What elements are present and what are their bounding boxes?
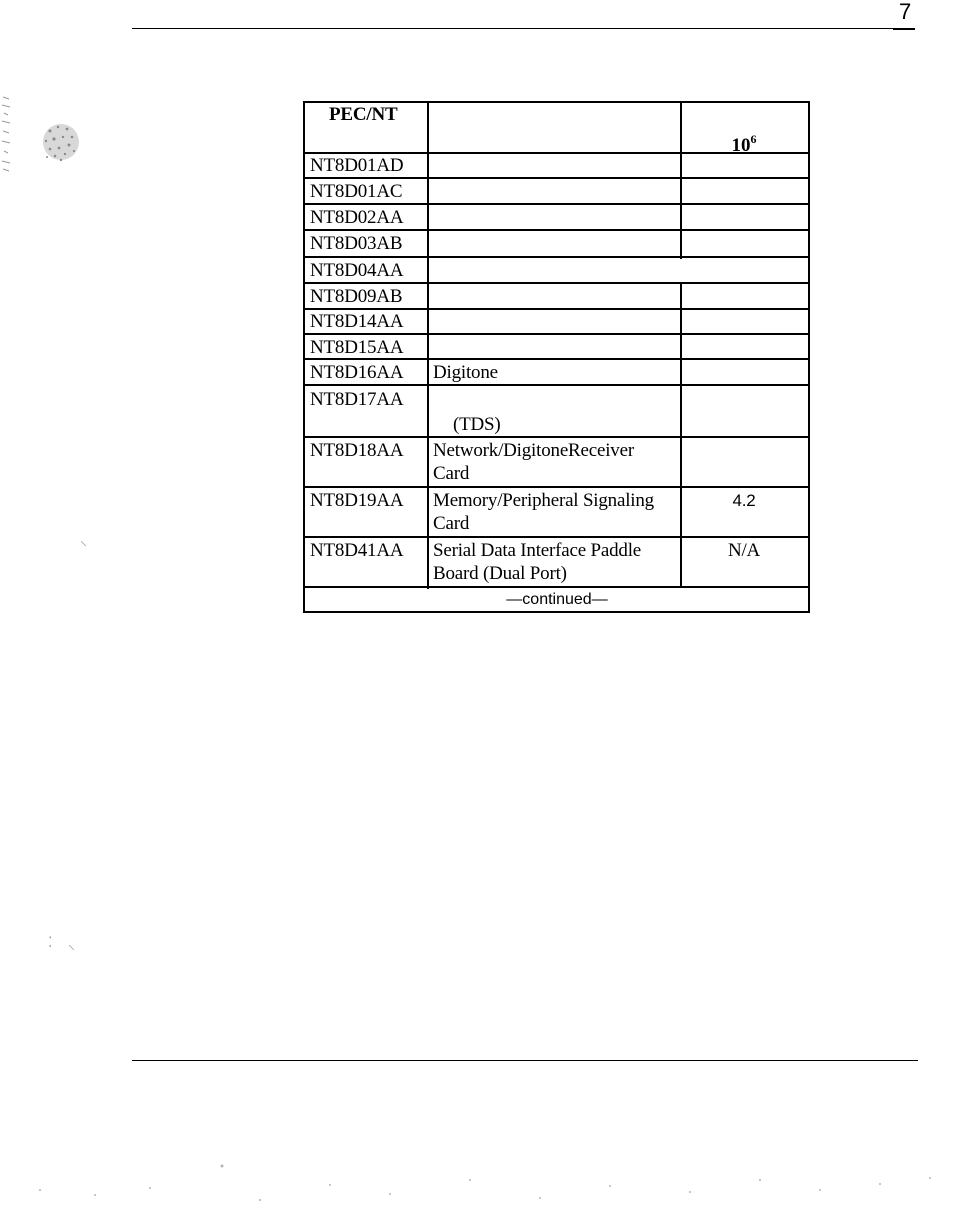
row-rule xyxy=(303,256,810,258)
part-code: NT8D18AA xyxy=(310,440,404,461)
part-code: NT8D14AA xyxy=(310,311,404,332)
page-number: 7 xyxy=(899,0,912,24)
scan-speck: ⁚ xyxy=(48,935,53,951)
row-rule xyxy=(303,384,810,386)
part-code: NT8D15AA xyxy=(310,337,404,358)
part-description-line1: Serial Data Interface Paddle xyxy=(433,540,642,561)
row-rule xyxy=(303,282,810,284)
part-description-line2: Card xyxy=(433,513,470,534)
table-bottom-border xyxy=(303,611,810,613)
part-code: NT8D19AA xyxy=(310,490,404,511)
row-rule xyxy=(303,177,810,179)
part-code: NT8D09AB xyxy=(310,286,403,307)
part-code: NT8D01AD xyxy=(310,155,404,176)
row-rule xyxy=(303,203,810,205)
header-mtbf-exponent: 6 xyxy=(750,132,757,146)
part-code: NT8D03AB xyxy=(310,233,403,254)
column-divider-code xyxy=(427,101,429,589)
part-description: Digitone xyxy=(433,362,498,383)
part-mtbf: N/A xyxy=(727,540,761,561)
part-description-line2: Board (Dual Port) xyxy=(433,563,567,584)
part-description: (TDS) xyxy=(453,414,501,435)
row-rule xyxy=(303,586,810,588)
header-mtbf-base: 10 xyxy=(731,135,751,156)
scan-speck: ⸜ xyxy=(68,937,75,953)
scan-speck: ⸌ xyxy=(80,539,87,555)
part-code: NT8D16AA xyxy=(310,362,404,383)
parts-table xyxy=(303,101,810,613)
part-code: NT8D41AA xyxy=(310,540,404,561)
footer-rule xyxy=(132,1060,918,1061)
header-mtbf xyxy=(680,132,808,157)
part-mtbf: 4.2 xyxy=(732,491,756,510)
binding-marks xyxy=(0,95,12,175)
part-description-line2: Card xyxy=(433,463,470,484)
row-rule xyxy=(303,333,810,335)
header-rule xyxy=(132,28,914,29)
column-divider-mtbf xyxy=(680,101,682,259)
part-code: NT8D17AA xyxy=(310,389,404,410)
row-rule xyxy=(303,536,810,538)
part-code: NT8D02AA xyxy=(310,207,404,228)
continued-note: —continued— xyxy=(506,591,608,608)
row-rule xyxy=(303,436,810,438)
row-rule xyxy=(303,229,810,231)
part-code: NT8D04AA xyxy=(310,260,404,281)
row-rule xyxy=(303,486,810,488)
header-pec-nt: PEC/NT xyxy=(329,104,398,125)
punch-hole-speckle xyxy=(36,115,86,170)
scan-noise xyxy=(0,1150,959,1210)
part-description-line1: Memory/Peripheral Signaling xyxy=(433,490,654,511)
part-code: NT8D01AC xyxy=(310,181,403,202)
table-top-border xyxy=(303,101,810,103)
part-description-line1: Network/DigitoneReceiver xyxy=(433,440,634,461)
row-rule xyxy=(303,308,810,310)
